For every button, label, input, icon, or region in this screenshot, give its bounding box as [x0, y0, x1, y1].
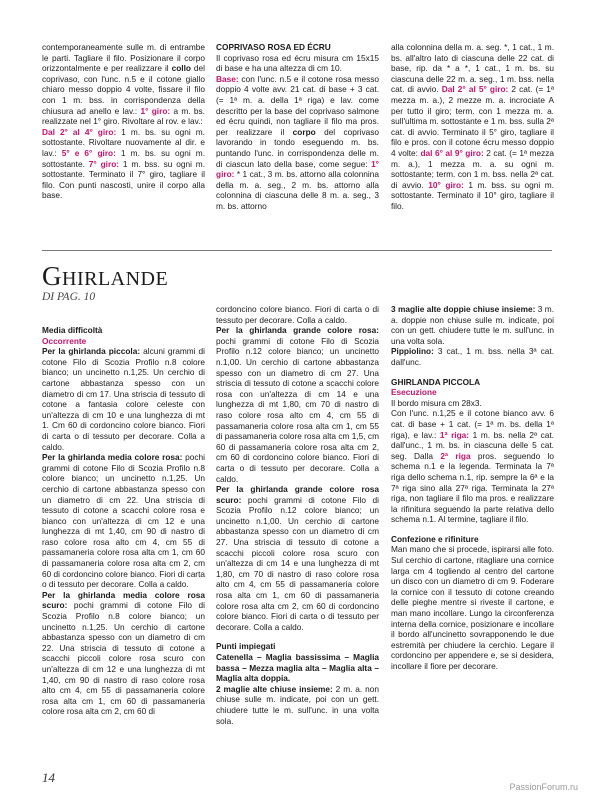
- confezione-heading: Confezione e rifiniture: [391, 533, 479, 544]
- top-column-3: alla colonnina della m. a. seg. *, 1 cat., 1 m. bs. all'altro lato di ciascuna delle 22 cat. di base, rip. da * a *, 1 cat., 1 m. bs. su ciascuna delle 22 m. a. seg., 1 m. bss. nella cat. di avvio. Dal 2° al 5° giro: 2 cat. (= 1ª mezza m. a.), 2 mezze m. a. incrociate A per tutto il giro; term. con 1 mezza m. a. sull'ultima m. sottostante e 1 m. bss. sulla 2ª cat. di avvio. Terminato il 5° giro, tagliare il filo e pros. con il cotone écru messo doppio 4 volte: dal 6° al 9° giro: 2 cat. (= 1ª mezza m. a.), 1 mezza m. a. su ogni m. sottostante; term. con 1 m. bss. nella 2ª cat. di avvio. 10° giro: 1 m. bss. su ogni m. sottostante. Terminato il 10° giro, tagliare il filo.: [391, 42, 554, 211]
- coprivaso-heading: COPRIVASO ROSA ED ÉCRU: [216, 42, 331, 52]
- page-number: 14: [42, 770, 55, 785]
- difficulty-label: Media difficoltà: [42, 325, 103, 335]
- main-column-3: 3 maglie alte doppie chiuse insieme: 3 m. a. doppie non chiuse sulle m. indicate, poi con un gett. chiudere tutte le m. sull'unc. in una volta sola. Pippiolino: 3 cat., 1 m. bss. nella 3ª cat. dall'unc. GHIRLANDA PICCOLA Esecuzione Il bordo misura cm 28x3. Con l'unc. n.1,25 e il cotone bianco avv. 6 cat. di base + 1 cat. (= 1ª m. bs. della 1ª riga), e lav.: 1ª riga: 1 m. bs. nella 2ª cat. dall'unc., 1 m. bs. in ciascuna delle 5 cat. seg. Dalla 2ª riga pros. seguendo lo schema n.1 e la legenda. Terminata la 7ª riga dello schema n.1, rip. sempre la 6ª e la 7ª riga sino alla 27ª riga. Terminata la 27ª riga, non tagliare il filo ma pros. e realizzare la rifinitura seguendo la parte relativa dello schema n.1. Al termine, tagliare il filo. Confezione e rifiniture Man mano che si procede, ispirarsi alle foto. Sul cerchio di cartone, ritagliare una cornice larga cm 4 togliendo al centro del cartone un disco con un diametro di cm 9. Foderare la cornice con il tessuto di cotone creando delle pieghe mentre si riveste il cartone, e man mano incollare. Lungo la circonferenza interna della cornice, posizionare e incollare il bordo all'uncinetto sovrapponendo le due estremità per chiudere la cerchio. Legare il cordoncino per appendere e, se si desidera, incollare il fiore per decorare.: [391, 304, 554, 671]
- top-column-1: contemporaneamente sulle m. di entrambe le parti. Tagliare il filo. Posizionare il corpo orizzontalmente e per realizzare il collo del coprivaso, con l'unc. n.5 e il cotone giallo chiaro messo doppio 4 volte, fissare il filo con 1 m. bss. in corrispondenza della chiusura ad anello e lav.: 1° giro: a m. bs. realizzate nel 1° giro. Rivoltare al rov. e lav.: Dal 2° al 4° giro: 1 m. bs. su ogni m. sottostante. Rivoltare nuovamente al dir. e lav.: 5° e 6° giro: 1 m. bs. su ogni m. sottostante. 7° giro: 1 m. bss. su ogni m. sottostante. Terminato il 7° giro, tagliare il filo. Con punti nascosti, unire il corpo alla base.: [42, 42, 206, 201]
- esecuzione-heading: Esecuzione: [391, 387, 437, 398]
- main-column-1: Media difficoltà Occorrente Per la ghirlanda piccola: alcuni grammi di cotone Filo di Scozia Profilo n.8 colore bianco; un uncinetto n.1,25. Un cerchio di cartone abbastanza spesso con un diametro di cm 17. Una striscia di tessuto di cotone a fantasia colore celeste con un'altezza di cm 10 e una lunghezza di mt 1. Cm 60 di cordoncino colore bianco. Fiori di carta o di tessuto per decorare. Colla a caldo. Per la ghirlanda media colore rosa: pochi grammi di cotone Filo di Scozia Profilo n.8 colore bianco; un uncinetto n.1,25. Un cerchio di cartone abbastanza spesso con un diametro di cm 22. Una striscia di tessuto di cotone a scacchi colore rosa e bianco con un'altezza di cm 12 e una lunghezza di mt 1,40, cm 90 di nastro di raso colore rosa alto cm 4, cm 55 di passamaneria colore rosa alta cm 1, cm 60 di passamaneria colore rosa alta cm 2, cm 60 di cordoncino colore bianco. Fiori di carta o di tessuto per decorare. Colla a caldo. Per la ghirlanda media colore rosa scuro: pochi grammi di cotone Filo di Scozia Profilo n.8 colore bianco; un uncinetto n.1,25. Un cerchio di cartone abbastanza spesso con un diametro di cm 22. Una striscia di tessuto di cotone a scacchi piccoli colore rosa scuro con un'altezza di cm 12 e una lunghezza di mt 1,40, cm 90 di nastro di raso colore rosa alto cm 4, cm 55 di passamaneria colore rosa alta cm 1, cm 60 di passamaneria colore rosa alta cm 2, cm 60 di: [42, 325, 205, 717]
- section-subtitle: DI PAG. 10: [42, 291, 96, 303]
- main-column-2: cordoncino colore bianco. Fiori di carta o di tessuto per decorare. Colla a caldo. Per la ghirlanda grande colore rosa: pochi grammi di cotone Filo di Scozia Profilo n.12 colore bianco; un uncinetto n.1,00. Un cerchio di cartone abbastanza spesso con un diametro di cm 27. Una striscia di tessuto di cotone a scacchi colore rosa con un'altezza di cm 14 e una lunghezza di mt 1,80, cm 70 di nastro di raso colore rosa alto cm 4, cm 55 di passamaneria colore rosa alta cm 1, cm 55 di passamaneria colore rosa alta cm 1,5, cm 60 di passamaneria colore rosa alta cm 2, cm 60 di cordoncino colore bianco. Fiori di carta o di tessuto per decorare. Colla a caldo. Per la ghirlanda grande colore rosa scuro: pochi grammi di cotone Filo di Scozia Profilo n.12 colore bianco; un uncinetto n.1,00. Un cerchio di cartone abbastanza spesso con un diametro di cm 27. Una striscia di tessuto di cotone a scacchi piccoli colore rosa scuro con un'altezza di cm 14 e una lunghezza di mt 1,80, cm 70 di nastro di raso colore rosa alto cm 4, cm 55 di passamaneria colore rosa alta cm 1, cm 60 di passamaneria colore rosa alta cm 2, cm 60 di cordoncino colore bianco. Fiori di carta o di tessuto per decorare. Colla a caldo. Punti impiegati Catenella – Maglia bassissima – Maglia bassa – Mezza maglia alta – Maglia alta – Maglia alta doppia. 2 maglie alte chiuse insieme: 2 m. a. non chiuse sulle m. indicate, poi con un gett. chiudere tutte le m. sull'unc. in una volta sola.: [216, 304, 379, 726]
- watermark: PassionForum.ru: [509, 782, 578, 792]
- occorrente-heading: Occorrente: [42, 335, 87, 346]
- section-title: GHIRLANDE: [42, 261, 169, 291]
- top-column-2: COPRIVASO ROSA ED ÉCRU Il coprivaso rosa ed écru misura cm 15x15 di base e ha una altezza di cm 10. Base: con l'unc. n.5 e il cotone rosa messo doppio 4 volte avv. 21 cat. di base + 3 cat. (= 1ª m. a. della 1ª riga) e lav. come descritto per la base del coprivaso salmone ed écru quindi, non tagliare il filo ma pros. per realizzare il corpo del coprivaso lavorando in tondo eseguendo m. bs. puntando l'unc. in corrispondenza delle m. di ciascun lato della base, come segue: 1° giro: * 1 cat., 3 m. bs. attorno alla colonnina della m. a. seg., 2 m. bs. attorno alla colonnina di ciascuna delle 8 m. a. seg., 3 m. bs. attorno: [216, 42, 379, 211]
- section-divider: [42, 250, 552, 251]
- ghirlanda-piccola-heading: GHIRLANDA PICCOLA: [391, 376, 481, 387]
- punti-heading: Punti impiegati: [216, 641, 276, 652]
